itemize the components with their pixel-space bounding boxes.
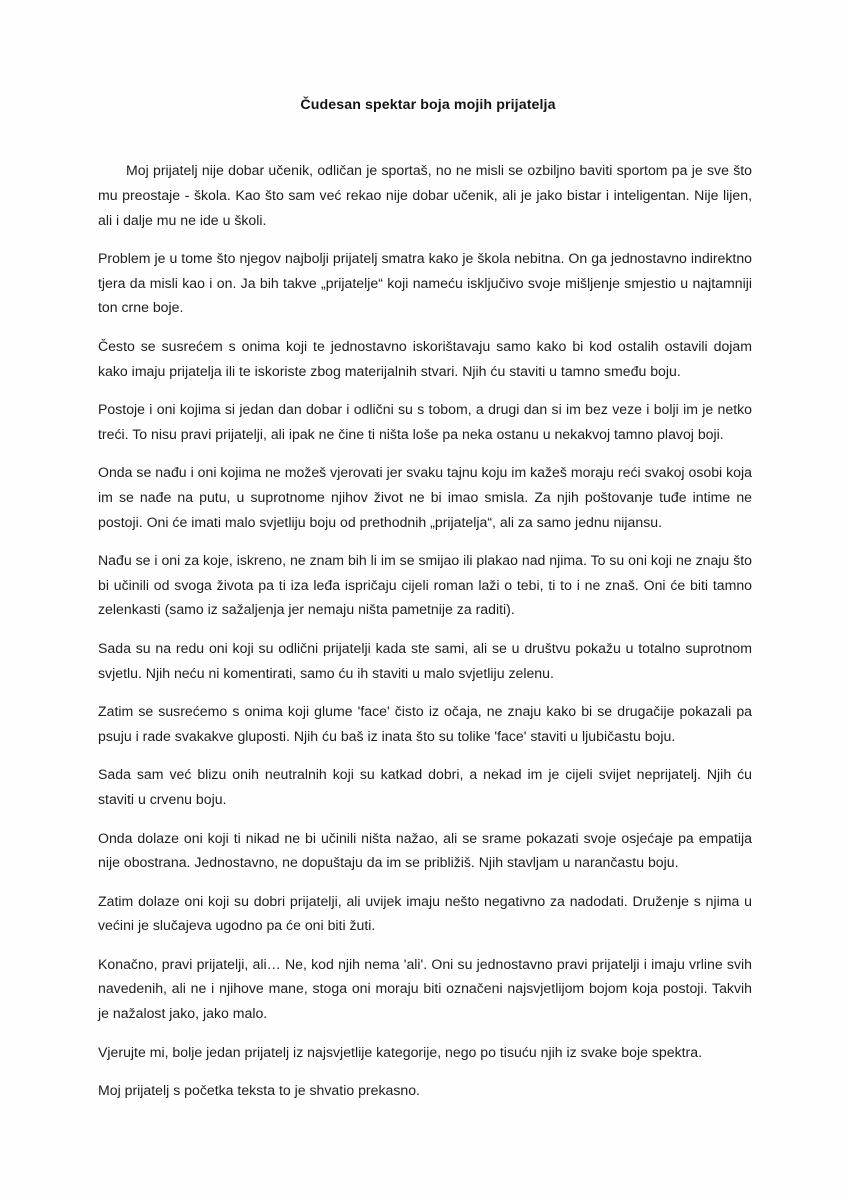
paragraph: Vjerujte mi, bolje jedan prijatelj iz najsvjetlije kategorije, nego po tisuću njih iz svake boje spektra.	[98, 1043, 703, 1060]
page-title: Čudesan spektar boja mojih prijatelja	[300, 97, 556, 113]
paragraph: Sada su na redu oni koji su odlični prijatelji kada ste sami, ali se u društvu pokažu u totalno suprotnom svjetlu. Njih neću ni komentirati, samo ću ih staviti u malo svjetliju zelenu.	[98, 639, 752, 681]
paragraph: Problem je u tome što njegov najbolji prijatelj smatra kako je škola nebitna. On ga jednostavno indirektno tjera da misli kao i on. Ja bih takve „prijatelje“ koji nameću isključivo svoje mišljenje smjestio u najtamniji ton crne boje.	[98, 250, 752, 316]
document-content	[98, 96, 752, 1103]
paragraph: Sada sam već blizu onih neutralnih koji su katkad dobri, a nekad im je cijeli svijet neprijatelj. Njih ću staviti u crvenu boju.	[98, 766, 752, 807]
paragraph: Onda dolaze oni koji ti nikad ne bi učinili ništa nažao, ali se srame pokazati svoje osjećaje pa empatija nije obostrana. Jednostavno, ne dopuštaju da im se približiš. Njih stavljam u narančastu boju.	[98, 829, 752, 871]
paragraph: Često se susrećem s onima koji te jednostavno iskorištavaju samo kako bi kod ostalih ostavili dojam kako imaju prijatelja ili te iskoriste zbog materijalnih stvari. Njih ću staviti u tamno smeđu boju.	[98, 338, 752, 379]
paragraph: Zatim dolaze oni koji su dobri prijatelji, ali uvijek imaju nešto negativno za nadodati. Druženje s njima u većini je slučajeva ugodno pa će oni biti žuti.	[98, 892, 752, 934]
paragraph: Nađu se i oni za koje, iskreno, ne znam bih li im se smijao ili plakao nad njima. To su oni koji ne znaju što bi učinili od svoga života pa ti iza leđa ispričaju cijeli roman laži o tebi, ti to i ne znaš. Oni će biti tamno zelenkasti (samo iz sažaljenja jer nemaju ništa pametnije za raditi).	[98, 552, 752, 618]
paragraph: Moj prijatelj s početka teksta to je shvatio prekasno.	[98, 1082, 420, 1099]
paragraph: Moj prijatelj nije dobar učenik, odličan je sportaš, no ne misli se ozbiljno baviti sportom pa je sve što mu preostaje - škola. Kao što sam već rekao nije dobar učenik, ali je jako bistar i inteligentan. Nije lijen, ali i dalje mu ne ide u školi.	[98, 162, 752, 228]
paragraph: Zatim se susrećemo s onima koji glume 'face' čisto iz očaja, ne znaju kako bi se drugačije pokazali pa psuju i rade svakakve gluposti. Njih ću baš iz inata što su tolike 'face' staviti u ljubičastu boju.	[98, 703, 752, 744]
paragraph: Onda se nađu i oni kojima ne možeš vjerovati jer svaku tajnu koju im kažeš moraju reći svakoj osobi koja im se nađe na putu, u suprotnome njihov život ne bi imao smisla. Za njih poštovanje tuđe intime ne postoji. Oni će imati malo svjetliju boju od prethodnih „prijatelja“, ali za samo jednu nijansu.	[98, 464, 752, 530]
paragraph: Postoje i oni kojima si jedan dan dobar i odlični su s tobom, a drugi dan si im bez veze i bolji im je netko treći. To nisu pravi prijatelji, ali ipak ne čine ti ništa loše pa neka ostanu u nekakvoj tamno plavoj boji.	[98, 401, 752, 442]
paragraph: Konačno, pravi prijatelji, ali… Ne, kod njih nema 'ali'. Oni su jednostavno pravi prijatelji i imaju vrline svih navedenih, ali ne i njihove mane, stoga oni moraju biti označeni najsvjetlijom bojom koja postoji. Takvih je nažalost jako, jako malo.	[98, 955, 752, 1022]
document-body	[98, 158, 752, 1102]
